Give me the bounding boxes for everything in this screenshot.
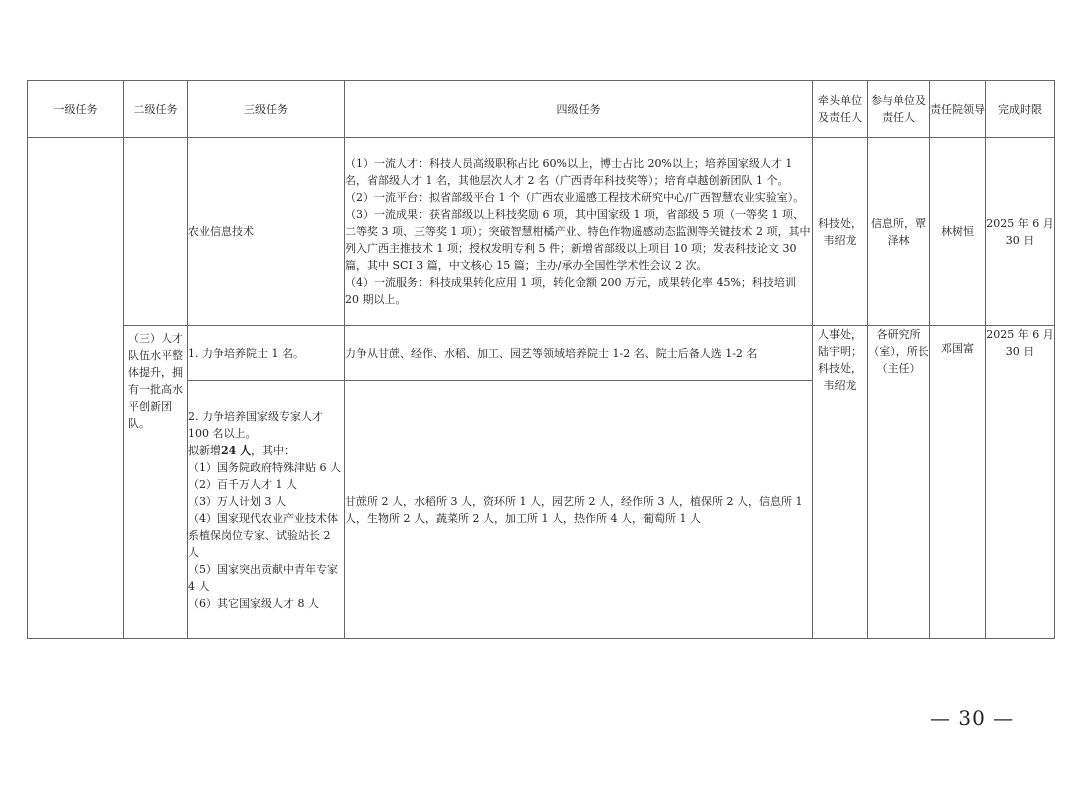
level3-item: （1）国务院政府特殊津贴 6 人	[188, 460, 341, 474]
page-number: — 30 —	[930, 706, 1015, 730]
header-level4: 四级任务	[345, 81, 813, 138]
level3-cell: 1. 力争培养院士 1 名。	[188, 326, 345, 381]
level3-item: （2）百千万人才 1 人	[188, 477, 297, 491]
level3-cell: 农业信息技术	[188, 138, 345, 326]
deadline-cell: 2025 年 6 月 30 日	[986, 138, 1055, 326]
level3-item: （4）国家现代农业产业技术体系植保岗位专家、试验站长 2 人	[188, 511, 338, 559]
header-deadline: 完成时限	[986, 81, 1055, 138]
header-level2: 二级任务	[124, 81, 188, 138]
level3-new-prefix: 拟新增	[188, 443, 221, 457]
level4-cell	[345, 138, 813, 326]
level4-item: （2）一流平台：拟省部级平台 1 个（广西农业遥感工程技术研究中心/广西智慧农业实验室）。	[345, 191, 805, 204]
header-leader: 责任院领导	[930, 81, 986, 138]
participating-unit-cell: 各研究所（室），所长（主任）	[868, 326, 930, 639]
leader-cell: 邓国富	[930, 326, 986, 639]
task-table	[27, 80, 1055, 639]
level3-item: （5）国家突出贡献中青年专家 4 人	[188, 562, 338, 593]
level4-cell: 甘蔗所 2 人，水稻所 3 人，资环所 1 人，园艺所 2 人，经作所 3 人，植保所 2 人，信息所 1 人，生物所 2 人，蔬菜所 2 人，加工所 1 人，热作所 4 人，葡萄所 1 人	[345, 381, 813, 639]
participating-unit-cell: 信息所，覃泽林	[868, 138, 930, 326]
level2-cell: （三）人才队伍水平整体提升，拥有一批高水平创新团队。	[124, 326, 188, 639]
level3-cell	[188, 381, 345, 639]
level4-cell: 力争从甘蔗、经作、水稻、加工、园艺等领域培养院士 1-2 名、院士后备人选 1-2 名	[345, 326, 813, 381]
table-row	[28, 326, 1055, 381]
lead-unit-cell: 人事处，陆宇明；科技处，韦绍龙	[813, 326, 868, 639]
level3-new-line	[188, 442, 344, 459]
header-level1: 一级任务	[28, 81, 124, 138]
level3-item: （3）万人计划 3 人	[188, 494, 286, 508]
deadline-cell: 2025 年 6 月 30 日	[986, 326, 1055, 639]
header-participating-unit: 参与单位及责任人	[868, 81, 930, 138]
header-level3: 三级任务	[188, 81, 345, 138]
header-lead-unit: 牵头单位及责任人	[813, 81, 868, 138]
level1-cell	[28, 138, 124, 639]
level3-intro: 2. 力争培养国家级专家人才 100 名以上。	[188, 409, 323, 440]
level3-new-count: 24 人	[221, 443, 252, 457]
level4-item: （4）一流服务：科技成果转化应用 1 项，转化金额 200 万元，成果转化率 45%；科技培训 20 期以上。	[345, 276, 796, 306]
header-row	[28, 81, 1055, 138]
level2-cell-empty	[124, 138, 188, 326]
level4-item: （1）一流人才：科技人员高级职称占比 60%以上，博士占比 20%以上；培养国家级人才 1 名，省部级人才 1 名，其他层次人才 2 名（广西青年科技奖等）；培育卓越创新团队 1 个。	[345, 157, 793, 187]
level3-new-suffix: ，其中：	[251, 443, 296, 457]
level4-item: （3）一流成果：获省部级以上科技奖励 6 项，其中国家级 1 项，省部级 5 项（一等奖 1 项、二等奖 3 项、三等奖 1 项）；突破智慧柑橘产业、特色作物遥感动态监测等关键技术 2 项，其中列入广西主推技术 1 项；授权发明专利 5 件；新增省部级以上项目 10 项；发表科技论文 30 篇，其中 SCI 3 篇，中文核心 15 篇；主办/承办全国性学术性会议 2 次。	[345, 208, 811, 272]
lead-unit-cell: 科技处，韦绍龙	[813, 138, 868, 326]
table-row	[28, 138, 1055, 326]
level3-item: （6）其它国家级人才 8 人	[188, 596, 319, 610]
leader-cell: 林树恒	[930, 138, 986, 326]
